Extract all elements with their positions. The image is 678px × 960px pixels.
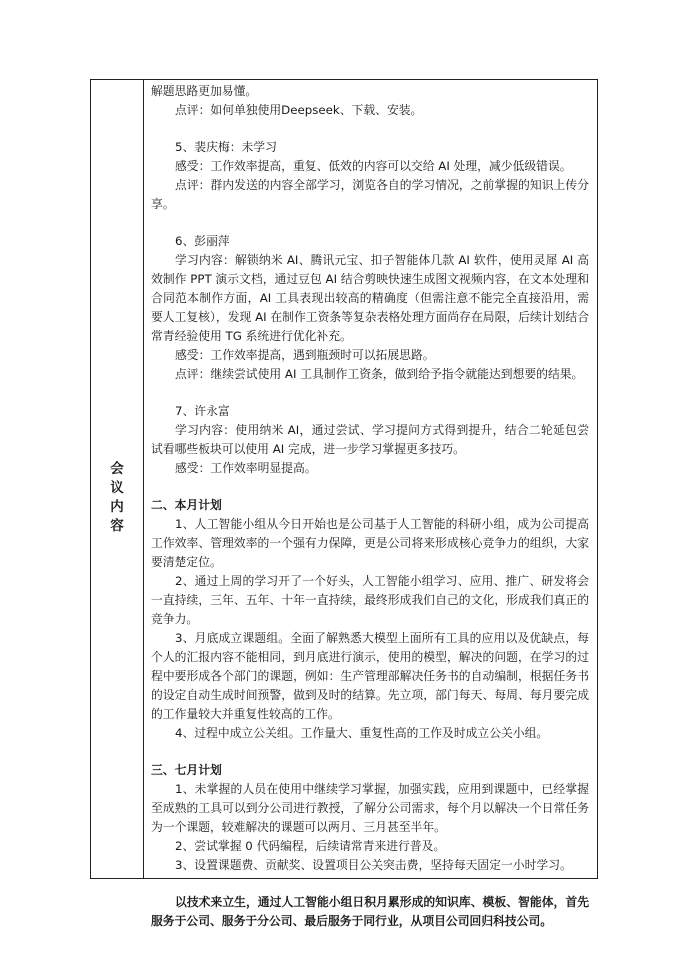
member-heading: 5、裴庆梅：未学习 xyxy=(175,140,277,154)
paragraph: 感受：工作效率提高，重复、低效的内容可以交给 AI 处理，减少低级错误。 xyxy=(175,159,572,173)
paragraph: 学习内容：使用纳米 AI，通过尝试、学习提问方式得到提升，结合二轮延包尝试看哪些板块可以使用 AI 完成，进一步学习掌握更多技巧。 xyxy=(151,423,589,456)
minutes-table xyxy=(90,79,598,928)
meeting-content-cell xyxy=(151,82,589,931)
paragraph: 感受：工作效率明显提高。 xyxy=(175,461,317,475)
section-heading: 三、七月计划 xyxy=(151,763,222,777)
paragraph: 2、尝试掌握 0 代码编程，后续请常青来进行普及。 xyxy=(175,839,446,853)
paragraph: 3、月底成立课题组。全面了解熟悉大模型上面所有工具的应用以及优缺点，每个人的汇报内容不能相同，到月底进行演示，使用的模型，解决的问题，在学习的过程中要形成各个部门的课题，例如：生产管理部解决任务书的自动编制，根据任务书的设定自动生成时间预警，做到及时的结算。先立项，部门每天、每周、每月要完成的工作量较大并重复性较高的工作。 xyxy=(151,631,589,721)
section-heading: 二、本月计划 xyxy=(151,498,222,512)
paragraph: 1、人工智能小组从今日开始也是公司基于人工智能的科研小组，成为公司提高工作效率、管理效率的一个强有力保障，更是公司将来形成核心竞争力的组织，大家要清楚定位。 xyxy=(151,517,589,569)
paragraph: 感受：工作效率提高，遇到瓶颈时可以拓展思路。 xyxy=(175,348,435,362)
paragraph: 3、设置课题费、贡献奖、设置项目公关突击费，坚持每天固定一小时学习。 xyxy=(175,858,572,872)
paragraph: 点评：群内发送的内容全部学习，浏览各自的学习情况，之前掌握的知识上传分享。 xyxy=(151,178,589,211)
row-label-meeting-content xyxy=(91,460,143,536)
member-heading: 6、彭丽萍 xyxy=(175,234,230,248)
paragraph: 点评：如何单独使用Deepseek、下载、安装。 xyxy=(175,103,423,117)
paragraph: 1、未掌握的人员在使用中继续学习掌握，加强实践，应用到课题中，已经掌握至成熟的工具可以到分公司进行教授，了解分公司需求，每个月以解决一个日常任务为一个课题，较难解决的课题可以两月、三月甚至半年。 xyxy=(151,782,589,834)
column-divider xyxy=(143,80,144,878)
paragraph: 2、通过上周的学习开了一个好头，人工智能小组学习、应用、推广、研发将会一直持续，三年、五年、十年一直持续，最终形成我们自己的文化，形成我们真正的竞争力。 xyxy=(151,574,589,626)
paragraph: 学习内容：解锁纳米 AI、腾讯元宝、扣子智能体几款 AI 软件，使用灵犀 AI 高效制作 PPT 演示文档，通过豆包 AI 结合剪映快速生成图文视频内容，在文本处理和合同范本制作方面，AI 工具表现出较高的精确度（但需注意不能完全直接沿用，需要人工复核），发现 AI 在制作工资条等复杂表格处理方面尚存在局限，后续计划结合常青经验使用 TG 系统进行优化补充。 xyxy=(151,253,589,343)
label-char: 会 xyxy=(110,461,124,477)
paragraph: 解题思路更加易懂。 xyxy=(151,84,258,98)
label-char: 容 xyxy=(110,518,124,534)
member-heading: 7、许永富 xyxy=(175,404,230,418)
label-char: 议 xyxy=(110,480,124,496)
paragraph: 点评：继续尝试使用 AI 工具制作工资条，做到给予指令就能达到想要的结果。 xyxy=(175,367,584,381)
closing-statement: 以技术来立生，通过人工智能小组日积月累形成的知识库、模板、智能体，首先服务于公司、服务于分公司、最后服务于同行业，从项目公司回归科技公司。 xyxy=(151,895,589,928)
label-char: 内 xyxy=(110,499,124,515)
paragraph: 4、过程中成立公关组。工作量大、重复性高的工作及时成立公关小组。 xyxy=(175,726,549,740)
